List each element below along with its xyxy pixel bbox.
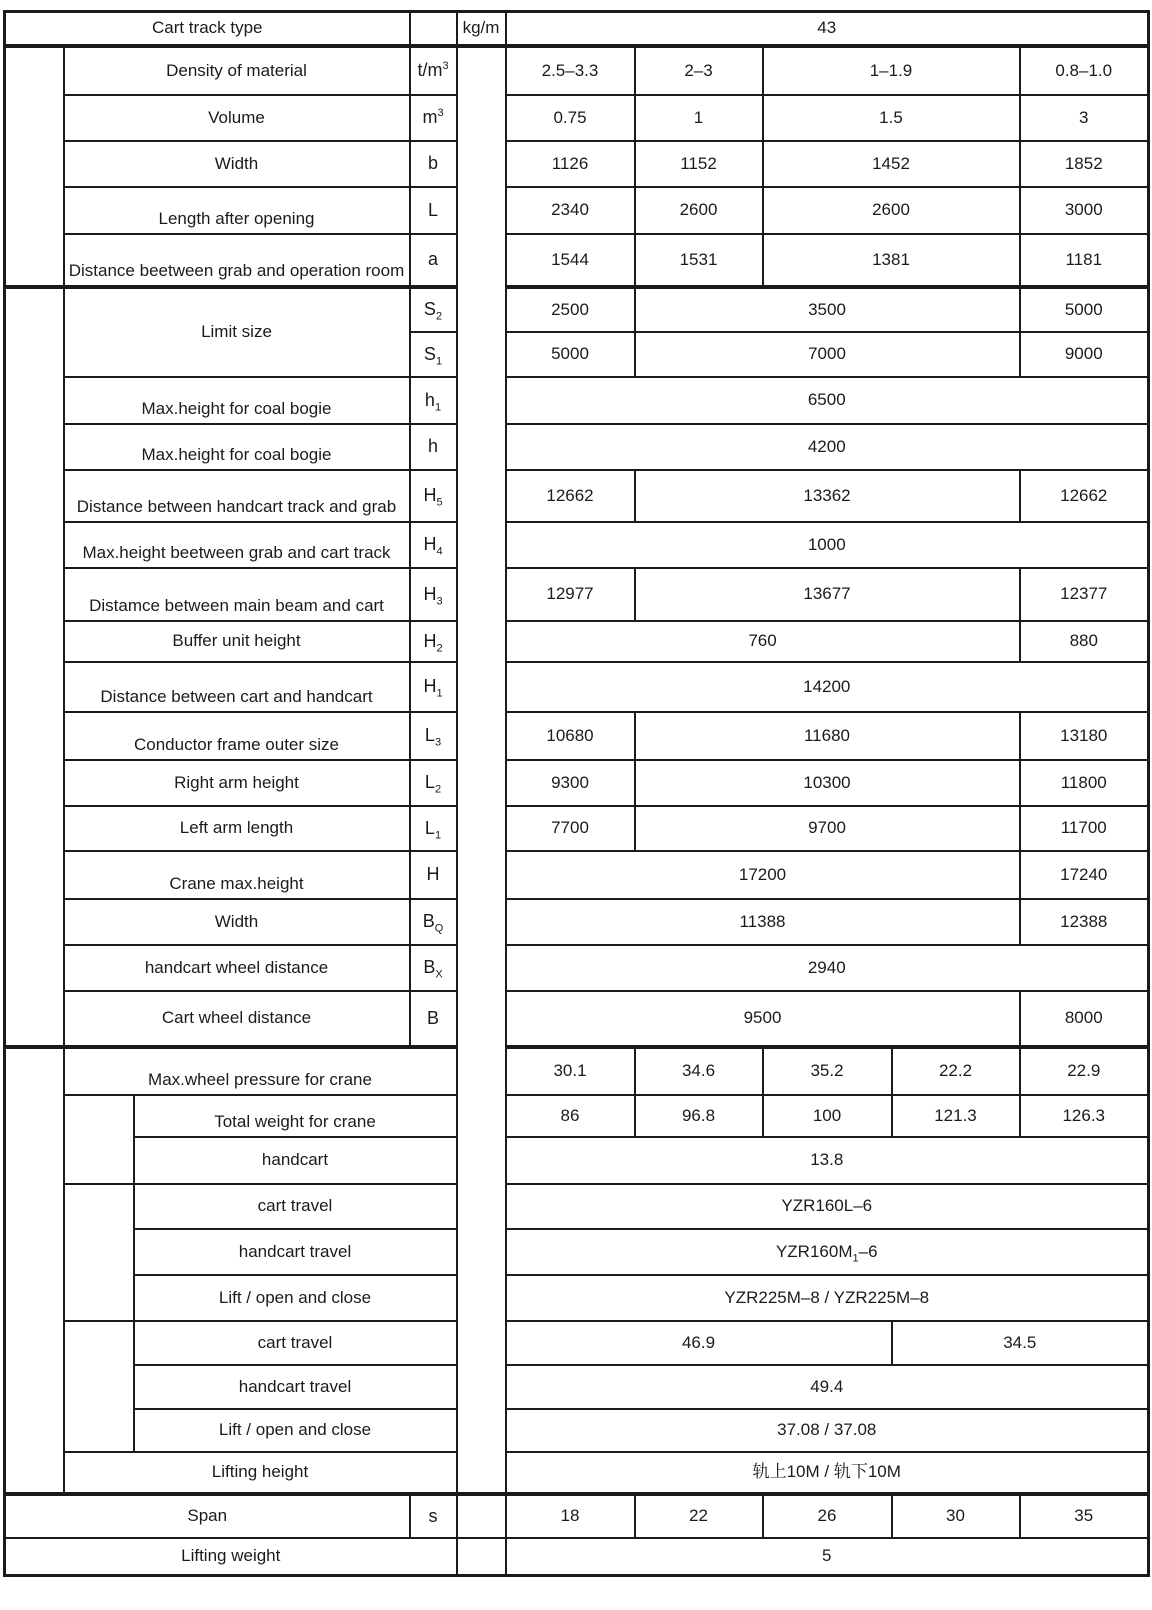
row-label: Right arm height [64, 760, 410, 806]
spacer-cell [64, 1184, 134, 1321]
symbol-cell: $L_2$ [410, 760, 457, 806]
value-cell: YZR160L–6 [506, 1184, 1149, 1229]
value-cell: 3500 [635, 287, 1020, 332]
value-cell: 13677 [635, 568, 1020, 621]
value-cell: 2–3 [635, 46, 763, 95]
row-label: Limit size [64, 287, 410, 377]
value-cell: 3 [1020, 95, 1149, 141]
value-cell: 1–1.9 [763, 46, 1020, 95]
spacer-cell [64, 1321, 134, 1452]
value-cell: 760 [506, 621, 1020, 662]
value-cell: YZR225M–8 / YZR225M–8 [506, 1275, 1149, 1321]
symbol-cell: $B_X$ [410, 945, 457, 991]
spacer-cell [457, 1538, 506, 1576]
value-cell: 86 [506, 1095, 635, 1137]
symbol-cell: $H_2$ [410, 621, 457, 662]
value-cell: 1.5 [763, 95, 1020, 141]
symbol-cell: $L_3$ [410, 712, 457, 760]
row-label: Distance between handcart track and grab [64, 470, 410, 522]
value-cell: 126.3 [1020, 1095, 1149, 1137]
value-cell: 9500 [506, 991, 1020, 1047]
value-cell: 5000 [506, 332, 635, 377]
row-label: Lifting height [64, 1452, 457, 1494]
value-cell: 1000 [506, 522, 1149, 568]
value-cell: 2940 [506, 945, 1149, 991]
symbol-cell: $S_1$ [410, 332, 457, 377]
value-cell: 17240 [1020, 851, 1149, 899]
spacer-cell [457, 46, 506, 1494]
value-cell: 22.9 [1020, 1047, 1149, 1095]
row-label: Crane max.height [64, 851, 410, 899]
value-cell: 9000 [1020, 332, 1149, 377]
row-label: cart travel [134, 1321, 457, 1365]
value-cell: 7700 [506, 806, 635, 851]
value-cell: 13362 [635, 470, 1020, 522]
value-cell: 11680 [635, 712, 1020, 760]
value-cell: 1531 [635, 234, 763, 287]
symbol-cell: s [410, 1494, 457, 1538]
value-cell: 5000 [1020, 287, 1149, 332]
value-cell: 1152 [635, 141, 763, 187]
symbol-cell: $H_4$ [410, 522, 457, 568]
value-cell: 1381 [763, 234, 1020, 287]
spacer-cell [457, 1494, 506, 1538]
value-cell: 13.8 [506, 1137, 1149, 1184]
symbol-cell: $H_1$ [410, 662, 457, 712]
value-cell: 1126 [506, 141, 635, 187]
row-label: Max.wheel pressure for crane [64, 1047, 457, 1095]
value-cell: 5 [506, 1538, 1149, 1576]
value-cell: 30 [892, 1494, 1020, 1538]
row-label: Lifting weight [5, 1538, 457, 1576]
symbol-cell: $h_1$ [410, 377, 457, 424]
spacer-cell [5, 1047, 64, 1494]
value-cell: 1181 [1020, 234, 1149, 287]
value-cell: 34.6 [635, 1047, 763, 1095]
symbol-cell: $B_Q$ [410, 899, 457, 945]
value-cell: 轨上10M / 轨下10M [506, 1452, 1149, 1494]
value-cell: 22 [635, 1494, 763, 1538]
symbol-cell: $m^3$ [410, 95, 457, 141]
value-cell: 2340 [506, 187, 635, 234]
value-cell: 18 [506, 1494, 635, 1538]
row-label: cart travel [134, 1184, 457, 1229]
row-label: Distamce between main beam and cart [64, 568, 410, 621]
row-label: handcart travel [134, 1365, 457, 1409]
symbol-cell: B [410, 991, 457, 1047]
crane-spec-table [3, 10, 1150, 1577]
value-cell: 10300 [635, 760, 1020, 806]
row-label: Span [5, 1494, 410, 1538]
row-label: Width [64, 141, 410, 187]
value-cell: 100 [763, 1095, 892, 1137]
value-cell: $YZR160M_1-6$ [506, 1229, 1149, 1275]
row-label: handcart [134, 1137, 457, 1184]
unit-cell: kg/m [457, 12, 506, 46]
value-cell: 9700 [635, 806, 1020, 851]
row-label: Buffer unit height [64, 621, 410, 662]
symbol-cell: L [410, 187, 457, 234]
symbol-cell: h [410, 424, 457, 470]
row-label: Max.height for coal bogie [64, 377, 410, 424]
row-label: Density of material [64, 46, 410, 95]
row-label: handcart wheel distance [64, 945, 410, 991]
row-label: Max.height beetween grab and cart track [64, 522, 410, 568]
value-cell: 35.2 [763, 1047, 892, 1095]
value-cell: 1 [635, 95, 763, 141]
row-label: Width [64, 899, 410, 945]
value-cell: 12377 [1020, 568, 1149, 621]
row-label: Left arm length [64, 806, 410, 851]
symbol-cell: $H_3$ [410, 568, 457, 621]
row-label: handcart travel [134, 1229, 457, 1275]
value-cell: 11800 [1020, 760, 1149, 806]
value-cell: 46.9 [506, 1321, 892, 1365]
value-cell: 6500 [506, 377, 1149, 424]
value-cell: 11388 [506, 899, 1020, 945]
value-cell: 26 [763, 1494, 892, 1538]
value-cell: 2500 [506, 287, 635, 332]
symbol-cell: H [410, 851, 457, 899]
symbol-cell: a [410, 234, 457, 287]
value-cell: 8000 [1020, 991, 1149, 1047]
value-cell: 121.3 [892, 1095, 1020, 1137]
value-cell: 12662 [506, 470, 635, 522]
value-cell: 9300 [506, 760, 635, 806]
value-cell: 7000 [635, 332, 1020, 377]
row-label: Cart track type [5, 12, 410, 46]
spacer-cell [5, 287, 64, 1047]
value-cell: 4200 [506, 424, 1149, 470]
value-cell: 14200 [506, 662, 1149, 712]
symbol-cell: $H_5$ [410, 470, 457, 522]
row-label: Total weight for crane [134, 1095, 457, 1137]
value-cell: 2.5–3.3 [506, 46, 635, 95]
row-label: Lift / open and close [134, 1409, 457, 1452]
value-cell: 12662 [1020, 470, 1149, 522]
spacer-cell [5, 46, 64, 287]
value-cell: 43 [506, 12, 1149, 46]
value-cell: 30.1 [506, 1047, 635, 1095]
value-cell: 0.75 [506, 95, 635, 141]
value-cell: 17200 [506, 851, 1020, 899]
symbol-cell: b [410, 141, 457, 187]
value-cell: 0.8–1.0 [1020, 46, 1149, 95]
value-cell: 35 [1020, 1494, 1149, 1538]
value-cell: 12388 [1020, 899, 1149, 945]
symbol-cell: $t/m^3$ [410, 46, 457, 95]
row-label: Cart wheel distance [64, 991, 410, 1047]
value-cell: 13180 [1020, 712, 1149, 760]
row-label: Distance beetween grab and operation room [64, 234, 410, 287]
value-cell: 96.8 [635, 1095, 763, 1137]
value-cell: 2600 [763, 187, 1020, 234]
value-cell: 3000 [1020, 187, 1149, 234]
value-cell: 22.2 [892, 1047, 1020, 1095]
value-cell: 34.5 [892, 1321, 1149, 1365]
value-cell: 37.08 / 37.08 [506, 1409, 1149, 1452]
row-label: Max.height for coal bogie [64, 424, 410, 470]
row-label: Distance between cart and handcart [64, 662, 410, 712]
value-cell: 1852 [1020, 141, 1149, 187]
row-label: Length after opening [64, 187, 410, 234]
row-label: Volume [64, 95, 410, 141]
row-label: Conductor frame outer size [64, 712, 410, 760]
row-label: Lift / open and close [134, 1275, 457, 1321]
value-cell: 11700 [1020, 806, 1149, 851]
spacer-cell [410, 12, 457, 46]
value-cell: 10680 [506, 712, 635, 760]
symbol-cell: $S_2$ [410, 287, 457, 332]
value-cell: 49.4 [506, 1365, 1149, 1409]
symbol-cell: $L_1$ [410, 806, 457, 851]
value-cell: 2600 [635, 187, 763, 234]
spacer-cell [64, 1095, 134, 1184]
value-cell: 880 [1020, 621, 1149, 662]
value-cell: 12977 [506, 568, 635, 621]
value-cell: 1452 [763, 141, 1020, 187]
value-cell: 1544 [506, 234, 635, 287]
